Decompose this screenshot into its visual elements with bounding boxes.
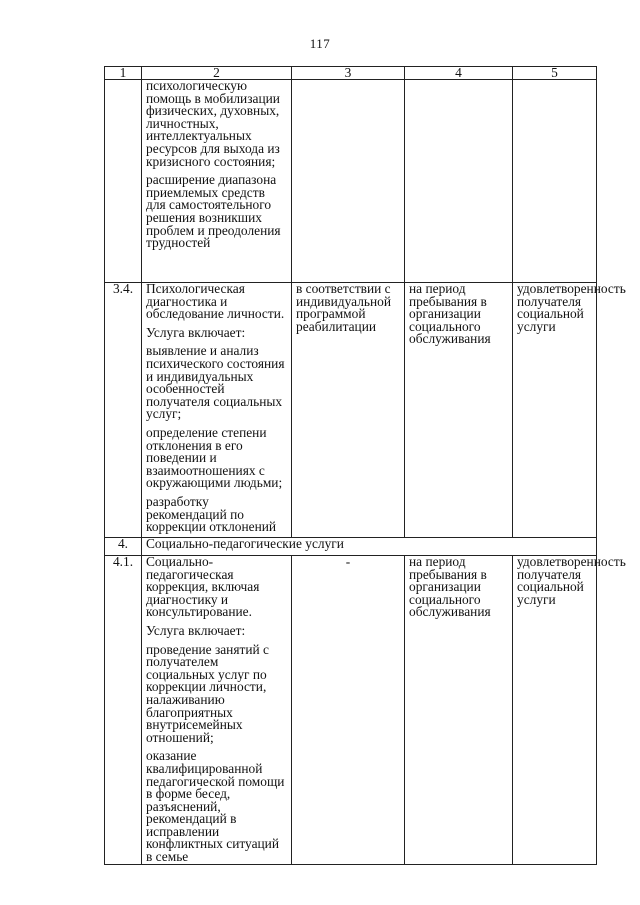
- implementation-conditions: -: [292, 556, 405, 865]
- header-col-2: 2: [142, 67, 292, 80]
- description-paragraph: оказание квалифицированной педагогической помощи в форме бесед, разъяснений, рекомендаций в исправлении конфликтных ситуаций в семье: [146, 748, 285, 865]
- description-paragraph: Социально-педагогическая коррекция, включая диагностику и консультирование.: [146, 554, 260, 620]
- quality-indicator: [513, 80, 597, 283]
- description-paragraph: выявление и анализ психического состояния и индивидуальных особенностей получателя социальных услуг;: [146, 343, 285, 422]
- row-number: 4.1.: [105, 556, 142, 865]
- header-col-3: 3: [292, 67, 405, 80]
- service-description: [142, 283, 292, 538]
- description-paragraph: разработку рекомендаций по коррекции отклонений: [146, 493, 277, 535]
- service-period: [405, 80, 513, 283]
- service-period: на период пребывания в организации социального обслуживания: [405, 556, 513, 865]
- header-col-4: 4: [405, 67, 513, 80]
- table-row-continuation: [105, 80, 597, 283]
- description-paragraph: Услуга включает:: [146, 324, 246, 340]
- section-number: 4.: [105, 538, 142, 556]
- header-col-5: 5: [513, 67, 597, 80]
- quality-indicator: удовлетворенность получателя социальной услуги: [513, 283, 597, 538]
- description-paragraph: Услуга включает:: [146, 622, 246, 638]
- description-paragraph: Психологическая диагностика и обследование личности.: [146, 281, 285, 322]
- description-paragraph: определение степени отклонения в его поведении и взаимоотношениях с окружающими людьми;: [146, 424, 283, 491]
- section-title: Социально-педагогические услуги: [142, 538, 597, 556]
- row-number: 3.4.: [105, 283, 142, 538]
- services-table: [104, 65, 626, 865]
- service-period: на период пребывания в организации социального обслуживания: [405, 283, 513, 538]
- implementation-conditions: в соответствии с индивидуальной программой реабилитации: [292, 283, 405, 538]
- table-row-3-4: [105, 283, 597, 538]
- service-description: [142, 80, 292, 283]
- header-col-1: 1: [105, 67, 142, 80]
- quality-indicator: удовлетворенность получателя социальной услуги: [513, 556, 597, 865]
- table-row-4-1: [105, 556, 597, 865]
- service-description: [142, 556, 292, 865]
- implementation-conditions: [292, 80, 405, 283]
- description-paragraph: расширение диапазона приемлемых средств для самостоятельного решения возникших проблем и преодоления трудностей: [146, 172, 281, 251]
- section-row-4: [105, 538, 597, 556]
- page-number: 117: [309, 36, 331, 51]
- row-number: [105, 80, 142, 283]
- description-paragraph: психологическую помощь в мобилизации физических, духовных, личностных, интеллектуальных ресурсов для выхода из кризисного состояния;: [146, 78, 280, 169]
- description-paragraph: проведение занятий с получателем социальных услуг по коррекции личности, налаживанию благоприятных внутрисемейных отношений;: [146, 641, 269, 745]
